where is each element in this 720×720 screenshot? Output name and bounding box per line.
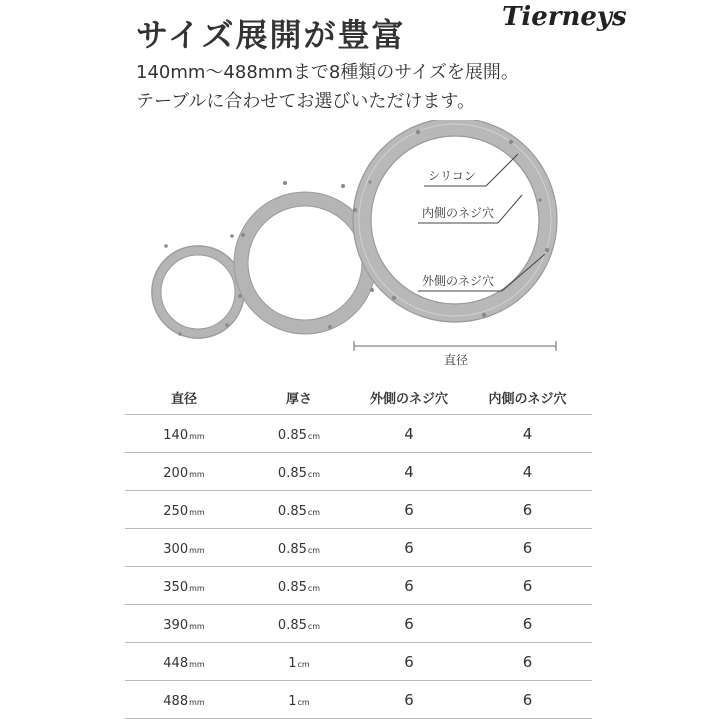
description [136,58,519,116]
diameter-unit: mm [189,622,205,631]
diameter-value: 140 [163,428,189,443]
thickness-unit: cm [307,508,321,517]
table-header-row [125,380,592,415]
outer-holes-value: 6 [404,691,414,709]
cell-outer-holes [355,415,463,453]
cell-diameter [125,643,243,681]
thickness-value: 0.85 [277,428,307,443]
inner-holes-value: 4 [522,463,533,481]
diameter-unit: mm [189,432,205,441]
inner-holes-value: 6 [522,615,533,633]
inner-holes-value: 6 [522,501,533,519]
cell-outer-holes [355,453,463,491]
brand-logo: Tierneys [502,2,627,32]
thickness-value: 0.85 [277,504,307,519]
table-row [125,415,592,453]
cell-thickness [243,681,355,719]
diameter-value: 250 [163,504,189,519]
ring-large [353,120,557,322]
cell-thickness [243,567,355,605]
cell-diameter [125,567,243,605]
thickness-unit: cm [307,584,321,593]
thickness-value: 0.85 [277,618,307,633]
cell-inner-holes [463,681,592,719]
diameter-unit: mm [189,660,205,669]
table-row [125,529,592,567]
outer-holes-value: 6 [404,501,414,519]
cell-outer-holes [355,567,463,605]
thickness-value: 0.85 [277,580,307,595]
cell-inner-holes [463,567,592,605]
thickness-unit: cm [297,698,310,707]
diameter-unit: mm [189,508,205,517]
inner-holes-value: 6 [522,577,533,595]
thickness-unit: cm [307,432,321,441]
thickness-value: 0.85 [277,466,307,481]
thickness-unit: cm [307,546,321,555]
inner-holes-value: 6 [522,539,533,557]
diameter-indicator [354,341,556,367]
outer-holes-value: 6 [404,577,414,595]
cell-outer-holes [355,491,463,529]
cell-thickness [243,643,355,681]
cell-diameter [125,681,243,719]
callout-outer-holes-label: 外側のネジ穴 [422,274,495,288]
cell-inner-holes [463,643,592,681]
diameter-unit: mm [189,546,205,555]
diameter-value: 200 [163,466,189,481]
outer-holes-value: 4 [404,463,414,481]
cell-outer-holes [355,643,463,681]
outer-holes-value: 4 [404,425,414,443]
diameter-value: 488 [163,694,189,709]
table-row [125,567,592,605]
header-diameter: 直径 [125,380,243,415]
cell-outer-holes [355,529,463,567]
cell-outer-holes [355,605,463,643]
thickness-value: 1 [288,694,297,709]
cell-diameter [125,491,243,529]
inner-holes-value: 6 [522,653,533,671]
table-row [125,681,592,719]
diameter-unit: mm [189,584,205,593]
header-inner-holes: 内側のネジ穴 [463,380,592,415]
callout-silicone-label: シリコン [428,169,476,183]
cell-diameter [125,529,243,567]
callout-silicone [424,154,518,186]
cell-inner-holes [463,453,592,491]
inner-holes-value: 6 [522,691,533,709]
diameter-unit: mm [189,698,205,707]
diameter-value: 350 [163,580,189,595]
cell-diameter [125,605,243,643]
inner-holes-value: 4 [522,425,533,443]
cell-inner-holes [463,605,592,643]
cell-inner-holes [463,491,592,529]
header-thickness: 厚さ [243,380,355,415]
cell-outer-holes [355,681,463,719]
callout-inner-holes-label: 内側のネジ穴 [422,206,495,220]
diameter-value: 300 [163,542,189,557]
diameter-unit: mm [189,470,205,479]
cell-thickness [243,415,355,453]
outer-holes-value: 6 [404,653,414,671]
cell-thickness [243,605,355,643]
description-line-2: テーブルに合わせてお選びいただけます。 [136,91,475,112]
cell-thickness [243,529,355,567]
cell-inner-holes [463,529,592,567]
cell-thickness [243,491,355,529]
ring-small [152,234,244,338]
cell-diameter [125,453,243,491]
thickness-unit: cm [297,660,310,669]
thickness-value: 1 [288,656,297,671]
diameter-value: 448 [163,656,189,671]
diameter-value: 390 [163,618,189,633]
cell-thickness [243,453,355,491]
header-outer-holes: 外側のネジ穴 [355,380,463,415]
table-row [125,605,592,643]
table-row [125,453,592,491]
thickness-unit: cm [307,622,321,631]
ring-diagram [0,120,720,380]
description-line-1: 140mm〜488mmまで8種類のサイズを展開。 [136,62,519,83]
callout-inner-holes [418,195,522,223]
diameter-label: 直径 [444,353,469,367]
page-title: サイズ展開が豊富 [136,16,406,54]
table-row [125,491,592,529]
size-table [125,380,592,719]
outer-holes-value: 6 [404,615,414,633]
outer-holes-value: 6 [404,539,414,557]
thickness-value: 0.85 [277,542,307,557]
cell-inner-holes [463,415,592,453]
table-row [125,643,592,681]
cell-diameter [125,415,243,453]
thickness-unit: cm [307,470,321,479]
